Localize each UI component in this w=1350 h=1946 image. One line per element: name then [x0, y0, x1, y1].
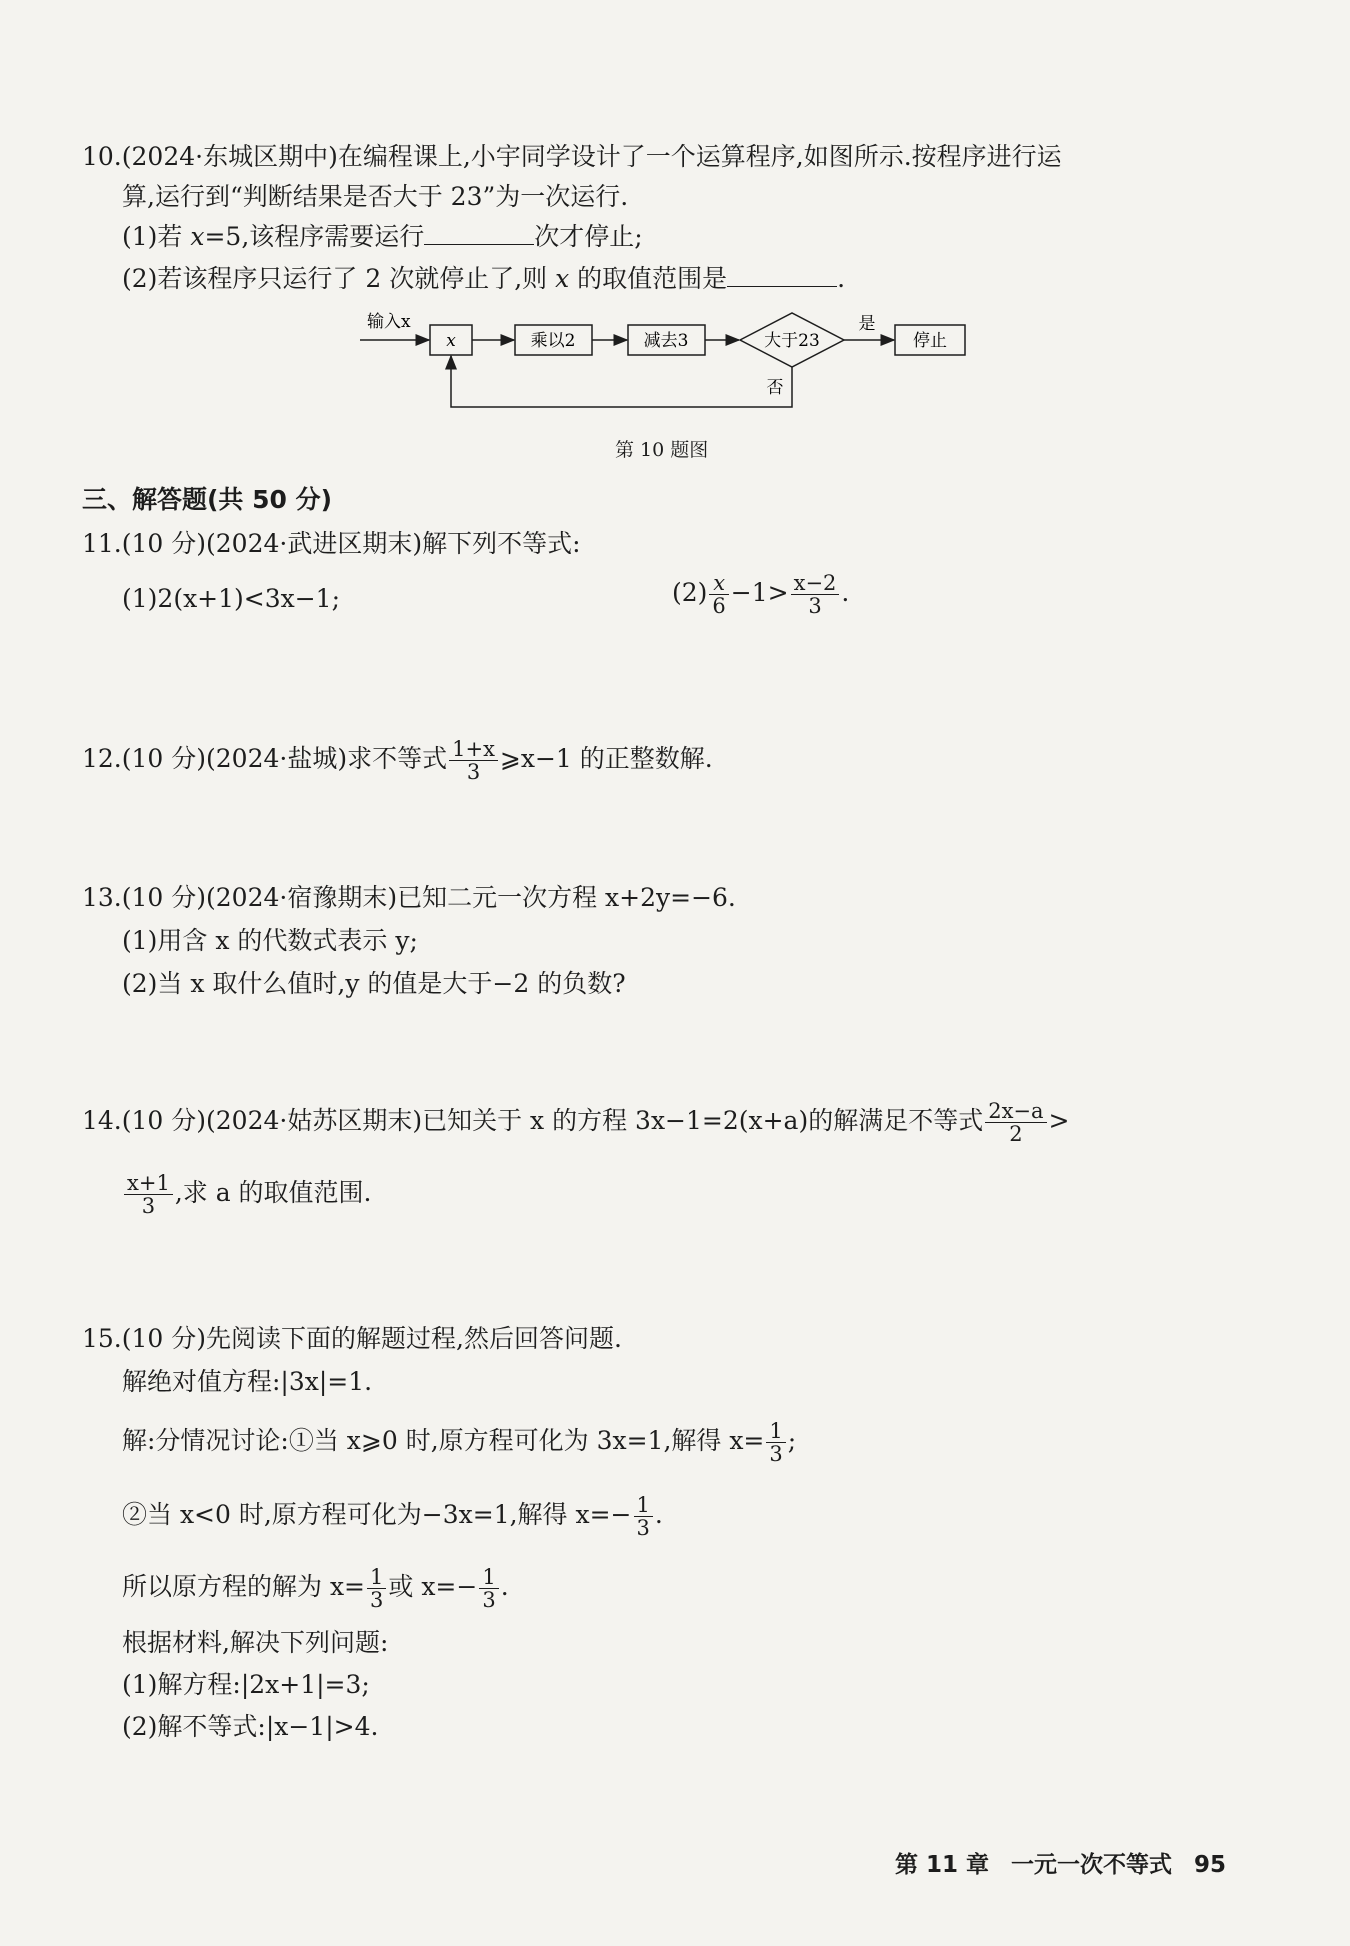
q10-part2-var: x: [555, 264, 570, 293]
flow-box-mul-label: 乘以2: [530, 331, 576, 351]
q10-line2: 算,运行到“判断结果是否大于 23”为一次运行.: [122, 182, 629, 211]
flow-input-label: 输入x: [367, 312, 411, 332]
q15-step3-text-c: .: [500, 1572, 509, 1601]
q15-step1-text-b: ;: [787, 1426, 797, 1455]
q10-part1-text-c: 次才停止;: [534, 222, 643, 251]
flow-yes-label: 是: [858, 314, 876, 334]
q10-part1-text-a: (1)若: [122, 222, 191, 251]
q10-part2: [122, 262, 845, 296]
q15-equation: 解绝对值方程:|3x|=1.: [122, 1367, 373, 1396]
q12-frac-den: 3: [466, 760, 481, 784]
q10-part1: [122, 220, 643, 254]
q15-step3-text-b: 或 x=−: [388, 1572, 478, 1601]
q15-step3-den1: 3: [370, 1588, 384, 1612]
q11-frac1-den: 6: [712, 594, 726, 618]
q11-frac1-num: x: [709, 572, 728, 595]
q15-step3: [122, 1566, 509, 1611]
q13-head: 13.(10 分)(2024·宿豫期末)已知二元一次方程 x+2y=−6.: [82, 883, 736, 912]
q15-head: 15.(10 分)先阅读下面的解题过程,然后回答问题.: [82, 1324, 622, 1353]
q14-frac1-den: 2: [1009, 1122, 1023, 1146]
q12-fraction: [449, 738, 498, 783]
q15-task2: (2)解不等式:|x−1|>4.: [122, 1712, 379, 1741]
q10-part2-text-a: (2)若该程序只运行了 2 次就停止了,则: [122, 264, 556, 293]
q12-text-a: 12.(10 分)(2024·盐城)求不等式: [82, 744, 448, 773]
q14-fraction-1: [985, 1100, 1046, 1145]
q15-step3-fraction-2: [479, 1566, 498, 1611]
q15-task1: (1)解方程:|2x+1|=3;: [122, 1670, 370, 1699]
q15-step1: [122, 1420, 796, 1465]
page-number: 95: [1194, 1852, 1227, 1878]
q12-text-b: ⩾x−1 的正整数解.: [499, 744, 713, 773]
q11-part2-end: .: [841, 578, 850, 607]
q15-step2: [122, 1494, 663, 1539]
q15-step3-num2: 1: [479, 1566, 498, 1589]
q10-answer-blank-2[interactable]: [727, 264, 837, 287]
q15-step1-fraction: [766, 1420, 785, 1465]
q15-step3-num1: 1: [367, 1566, 386, 1589]
q15-step2-fraction: [634, 1494, 653, 1539]
footer-title: 一元一次不等式: [1011, 1852, 1173, 1878]
q11-part2-prefix: (2): [672, 578, 708, 607]
q14-line2: [122, 1172, 372, 1217]
q12: [82, 738, 713, 783]
q15-step1-text-a: 解:分情况讨论:①当 x⩾0 时,原方程可化为 3x=1,解得 x=: [122, 1426, 765, 1455]
q15-step3-text-a: 所以原方程的解为 x=: [122, 1572, 365, 1601]
q14-text-b: >: [1048, 1106, 1070, 1135]
q11-head: 11.(10 分)(2024·武进区期末)解下列不等式:: [82, 529, 581, 558]
section-3-title: 三、解答题(共 50 分): [82, 485, 333, 514]
q14-text-c: ,求 a 的取值范围.: [174, 1178, 372, 1207]
q11-part1: (1)2(x+1)<3x−1;: [122, 584, 341, 613]
flow-box-stop-label: 停止: [913, 331, 947, 351]
q11-frac2-den: 3: [808, 594, 822, 618]
flow-loop-back: [451, 356, 792, 407]
q14-fraction-2: [124, 1172, 173, 1217]
q15-step2-den: 3: [636, 1516, 650, 1540]
q14-frac2-den: 3: [141, 1194, 156, 1218]
footer-chapter: 第 11 章: [895, 1852, 990, 1878]
q10-answer-blank-1[interactable]: [424, 222, 534, 245]
q12-frac-num: 1+x: [449, 738, 498, 761]
q11-part2-mid: −1>: [730, 578, 789, 607]
q14-line1: [82, 1100, 1070, 1145]
q10-flowchart: [355, 305, 975, 415]
q11-fraction-1: [709, 572, 728, 617]
q15-step2-text-b: .: [654, 1500, 663, 1529]
q10-line1: 10.(2024·东城区期中)在编程课上,小宇同学设计了一个运算程序,如图所示.按程序进行运: [82, 142, 1062, 171]
q14-frac2-num: x+1: [124, 1172, 173, 1195]
q15-step1-num: 1: [766, 1420, 785, 1443]
q15-step1-den: 3: [769, 1442, 783, 1466]
q11-frac2-num: x−2: [791, 572, 840, 595]
q14-frac1-num: 2x−a: [985, 1100, 1046, 1123]
q15-task: 根据材料,解决下列问题:: [122, 1628, 389, 1657]
q11-fraction-2: [791, 572, 840, 617]
q15-step3-den2: 3: [482, 1588, 496, 1612]
q10-part1-text-b: =5,该程序需要运行: [204, 222, 425, 251]
flow-box-x-label: x: [446, 331, 456, 351]
flow-box-sub-label: 减去3: [643, 331, 689, 351]
q15-step3-fraction-1: [367, 1566, 386, 1611]
q10-part1-var: x: [190, 222, 205, 251]
q10-part2-text-c: .: [837, 264, 846, 293]
flowchart-caption: 第 10 题图: [615, 439, 709, 461]
q15-step2-num: 1: [634, 1494, 653, 1517]
q15-step2-text-a: ②当 x<0 时,原方程可化为−3x=1,解得 x=−: [122, 1500, 632, 1529]
q13-part2: (2)当 x 取什么值时,y 的值是大于−2 的负数?: [122, 969, 626, 998]
q10-part2-text-b: 的取值范围是: [569, 264, 728, 293]
q11-part2: [672, 572, 849, 617]
flow-no-label: 否: [766, 378, 784, 398]
flow-diamond-label: 大于23: [764, 331, 820, 351]
q13-part1: (1)用含 x 的代数式表示 y;: [122, 926, 418, 955]
page-footer: [895, 1846, 1248, 1879]
q14-text-a: 14.(10 分)(2024·姑苏区期末)已知关于 x 的方程 3x−1=2(x+a)的解满足不等式: [82, 1106, 984, 1135]
